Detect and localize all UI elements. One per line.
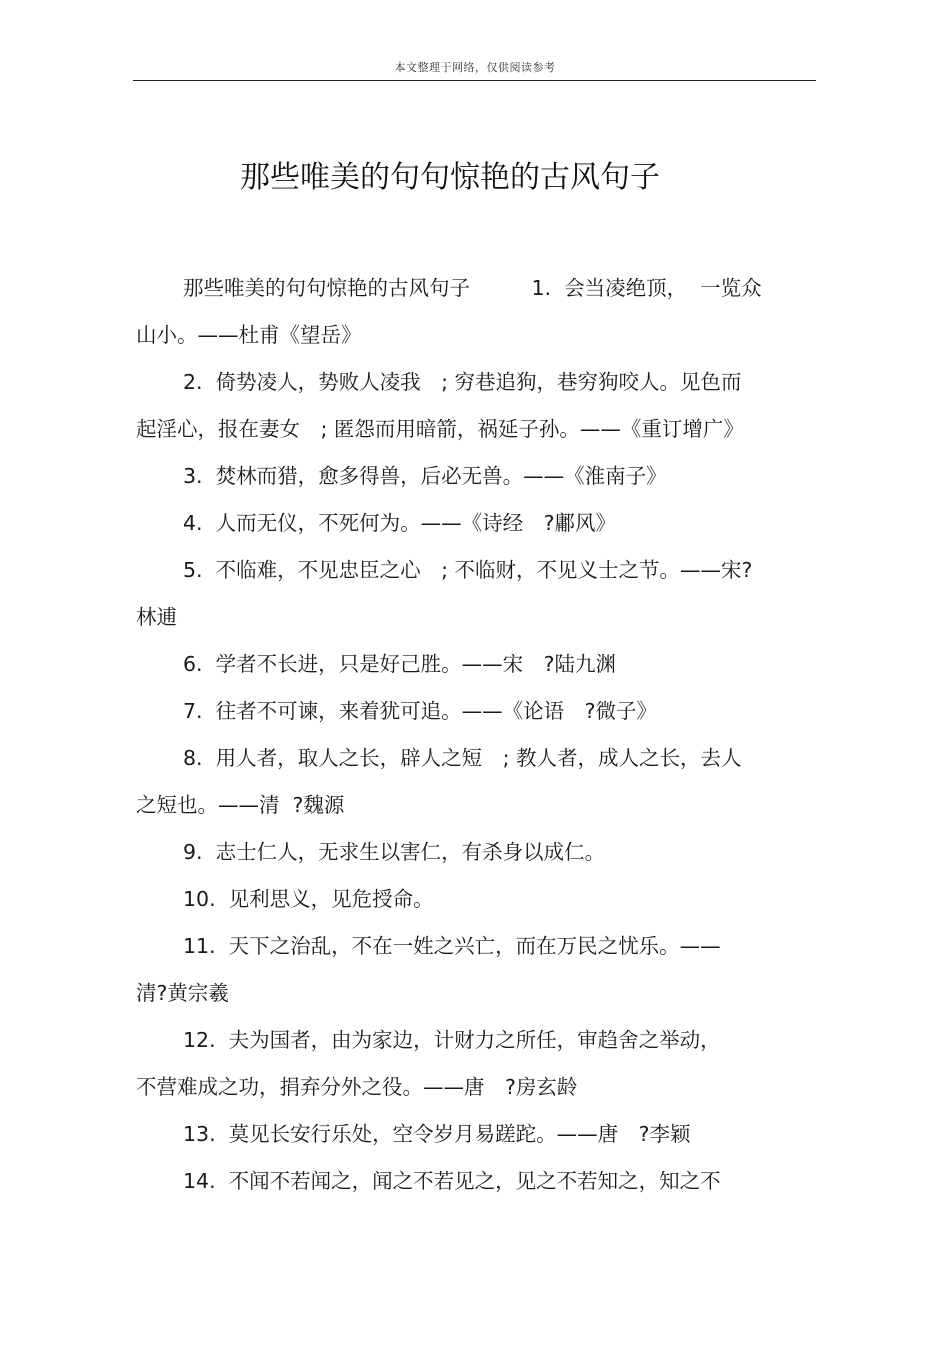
page-title: 那些唯美的句句惊艳的古风句子: [240, 160, 660, 195]
header-note: 本文整理于网络，仅供阅读参考: [394, 61, 556, 74]
paragraph-line: 3. 焚林而猎，愈多得兽，后必无兽。——《淮南子》: [183, 464, 667, 488]
document-body: [136, 265, 816, 1205]
paragraph-line: 8. 用人者，取人之长，辟人之短 ; 教人者，成人之长，去人: [183, 746, 742, 770]
paragraph-line: 那些唯美的句句惊艳的古风句子 1. 会当凌绝顶， 一览众: [183, 276, 762, 300]
paragraph-line: 14. 不闻不若闻之，闻之不若见之，见之不若知之，知之不: [183, 1169, 721, 1193]
paragraph-line: 林逋: [136, 605, 177, 629]
paragraph-line: 13. 莫见长安行乐处，空令岁月易蹉跎。——唐 ?李颖: [183, 1122, 691, 1146]
paragraph-line: 不营难成之功，捐弃分外之役。——唐 ?房玄龄: [136, 1075, 578, 1099]
paragraph-line: 10. 见利思义，见危授命。: [183, 887, 434, 911]
paragraph-line: 12. 夫为国者，由为家边，计财力之所任，审趋舍之举动，: [183, 1028, 721, 1052]
paragraph-line: 7. 往者不可谏，来着犹可追。——《论语 ?微子》: [183, 699, 657, 723]
paragraph-line: 4. 人而无仪，不死何为。——《诗经 ?鄘风》: [183, 511, 616, 535]
paragraph-line: 之短也。——清 ?魏源: [136, 793, 345, 817]
paragraph-line: 5. 不临难，不见忠臣之心 ; 不临财，不见义士之节。——宋?: [183, 558, 753, 582]
paragraph-line: 6. 学者不长进，只是好己胜。——宋 ?陆九渊: [183, 652, 616, 676]
header-rule: [133, 80, 816, 81]
paragraph-line: 山小。——杜甫《望岳》: [136, 323, 362, 347]
paragraph-line: 11. 天下之治乱，不在一姓之兴亡，而在万民之忧乐。——: [183, 934, 721, 958]
paragraph-line: 2. 倚势凌人，势败人凌我 ; 穷巷追狗，巷穷狗咬人。见色而: [183, 370, 742, 394]
paragraph-line: 清?黄宗羲: [136, 981, 229, 1005]
paragraph-line: 9. 志士仁人，无求生以害仁，有杀身以成仁。: [183, 840, 606, 864]
paragraph-line: 起淫心，报在妻女 ; 匿怨而用暗箭，祸延子孙。——《重订增广》: [136, 417, 744, 441]
